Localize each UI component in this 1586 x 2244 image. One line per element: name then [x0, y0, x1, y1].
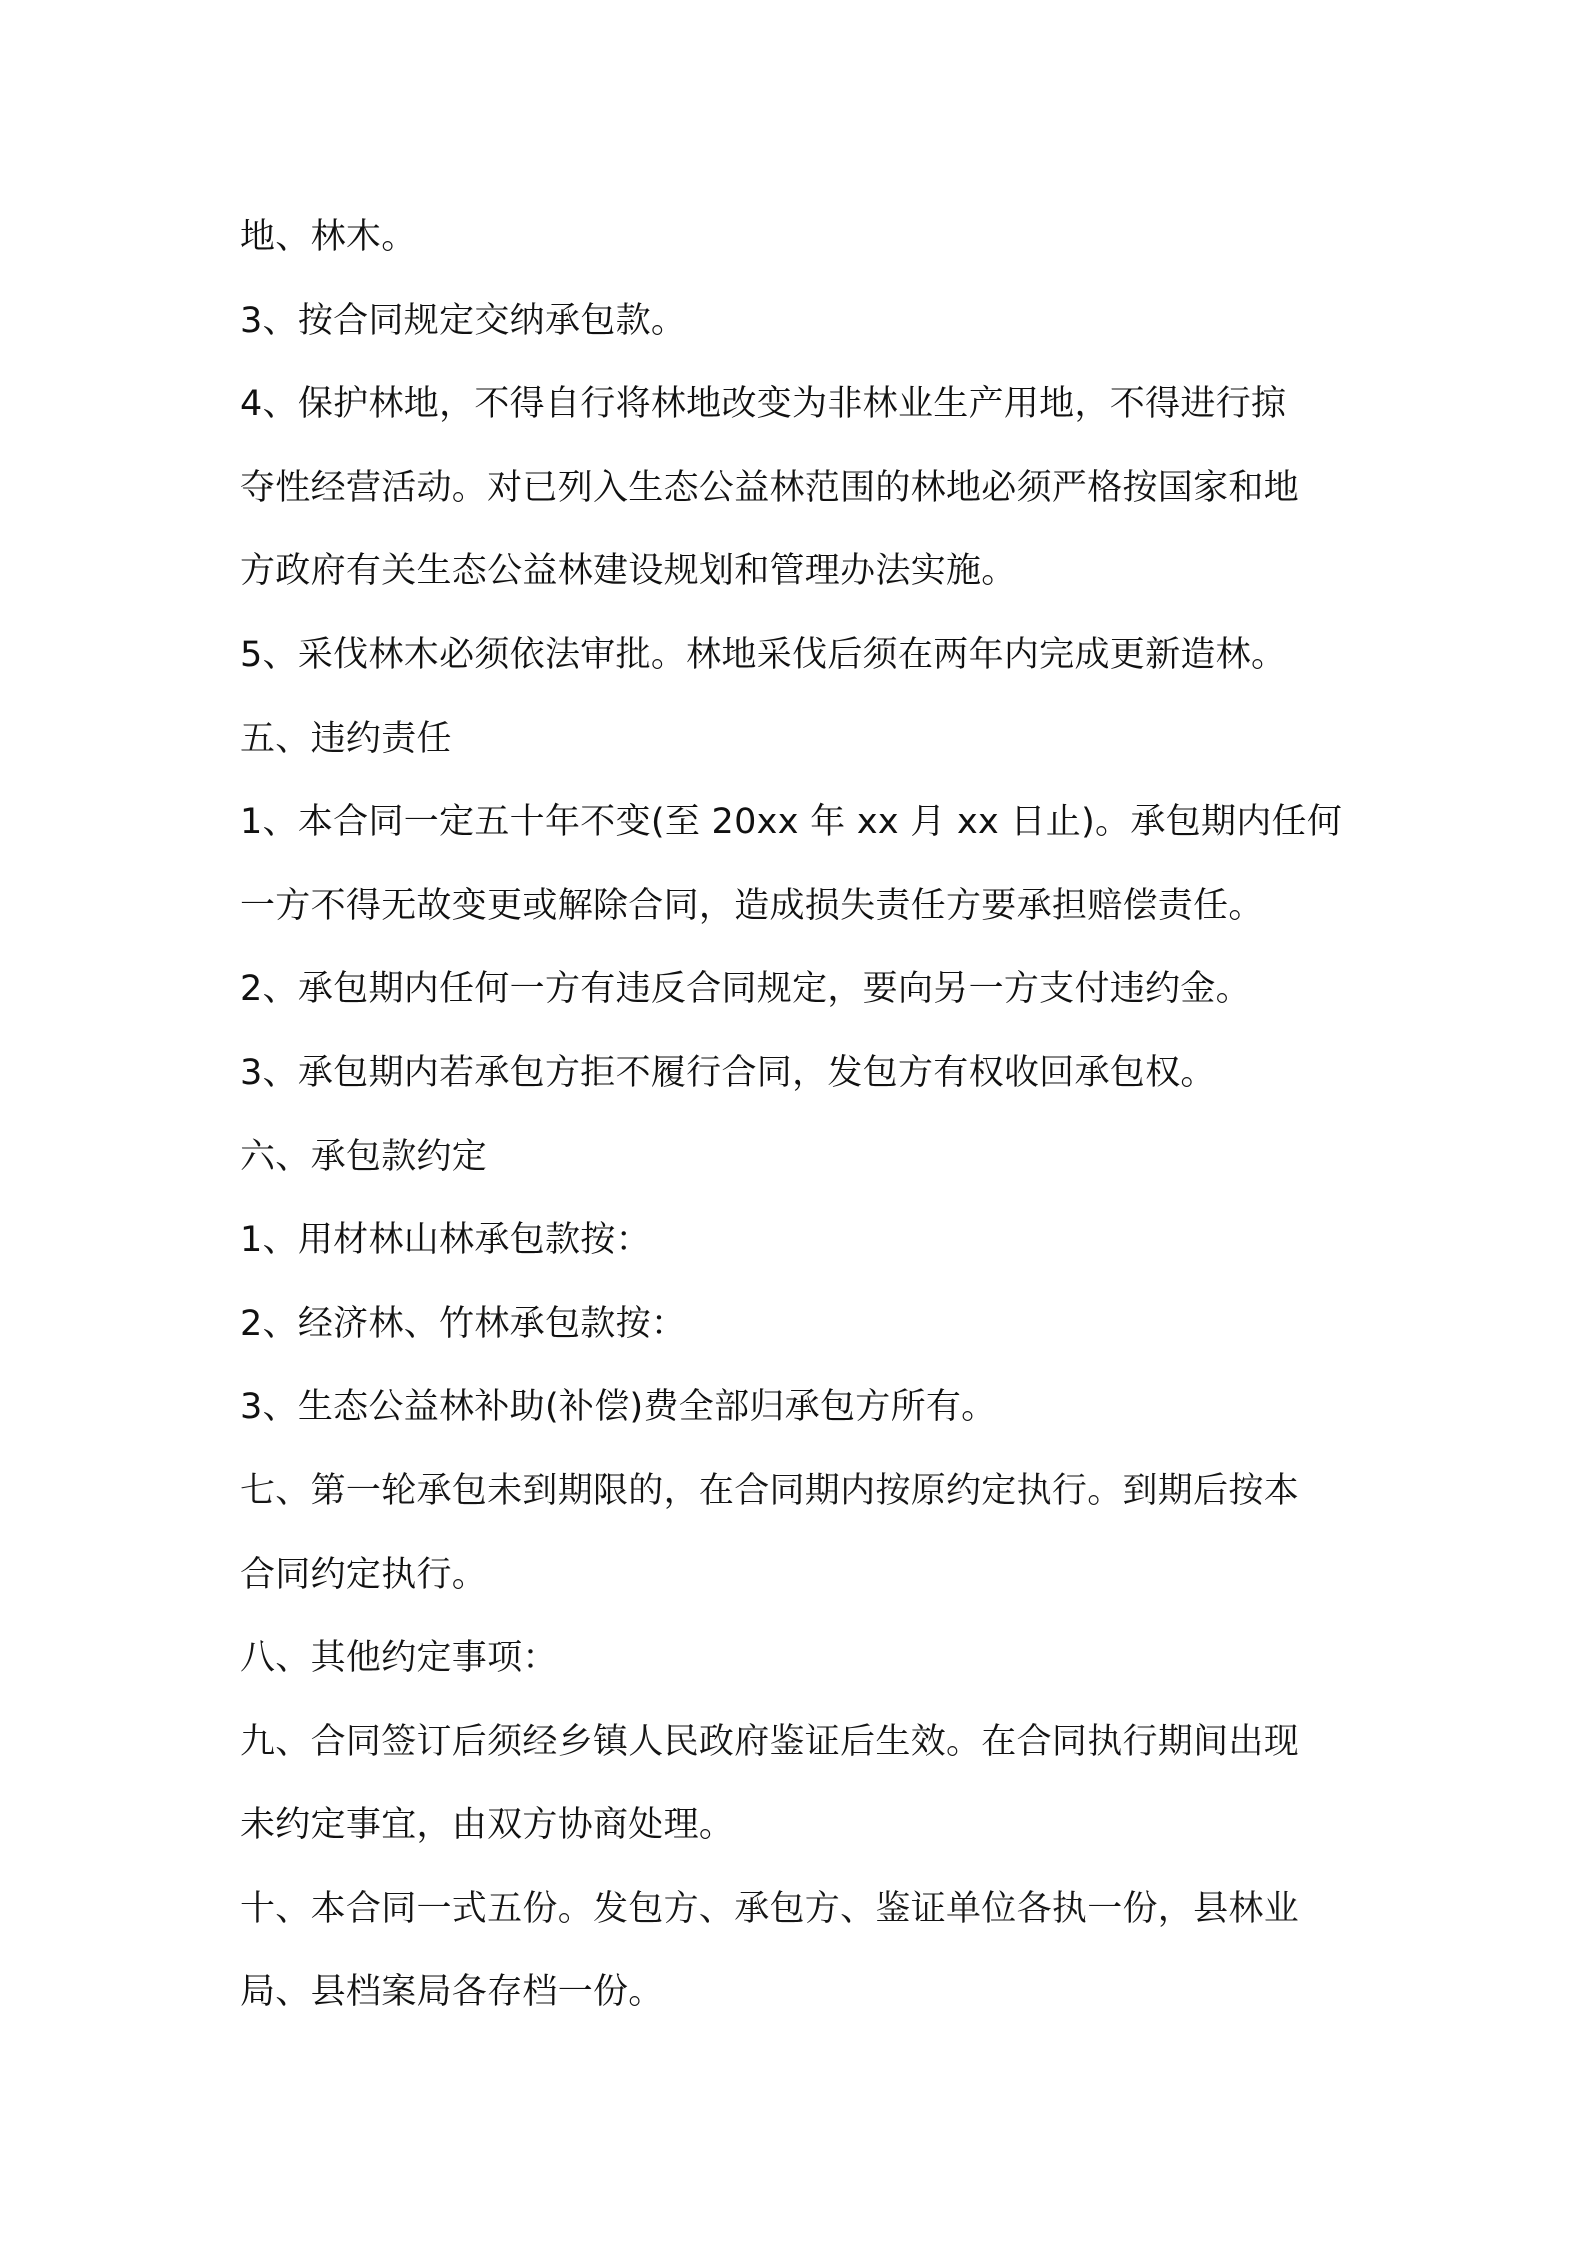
section-heading: 八、其他约定事项：	[240, 1638, 558, 1679]
clause-item: 3、承包期内若承包方拒不履行合同，发包方有权收回承包权。	[240, 1052, 1216, 1093]
section-heading: 九、合同签订后须经乡镇人民政府鉴证后生效。在合同执行期间出现	[240, 1721, 1300, 1762]
clause-item: 5、采伐林木必须依法审批。林地采伐后须在两年内完成更新造林。	[240, 634, 1287, 675]
clause-item: 3、按合同规定交纳承包款。	[240, 300, 687, 341]
section-heading: 七、第一轮承包未到期限的，在合同期内按原约定执行。到期后按本	[240, 1470, 1300, 1511]
text-line: 夺性经营活动。对已列入生态公益林范围的林地必须严格按国家和地	[240, 467, 1300, 508]
text-line: 未约定事宜，由双方协商处理。	[240, 1805, 735, 1846]
document-body	[240, 196, 1360, 2035]
text-line: 地、林木。	[240, 217, 417, 257]
text-line: 一方不得无故变更或解除合同，造成损失责任方要承担赔偿责任。	[240, 885, 1264, 926]
clause-item: 2、经济林、竹林承包款按：	[240, 1303, 687, 1344]
section-heading: 六、承包款约定	[240, 1136, 488, 1177]
clause-item: 3、生态公益林补助(补偿)费全部归承包方所有。	[240, 1387, 997, 1428]
text-line: 局、县档案局各存档一份。	[240, 1972, 664, 2013]
clause-item: 2、承包期内任何一方有违反合同规定，要向另一方支付违约金。	[240, 969, 1251, 1010]
section-heading: 五、违约责任	[240, 718, 452, 759]
clause-item: 4、保护林地，不得自行将林地改变为非林业生产用地，不得进行掠	[240, 384, 1287, 425]
clause-item: 1、用材林山林承包款按：	[240, 1220, 651, 1261]
text-line: 合同约定执行。	[240, 1554, 488, 1595]
clause-item: 1、本合同一定五十年不变(至 20xx 年 xx 月 xx 日止)。承包期内任何	[240, 802, 1343, 843]
text-line: 方政府有关生态公益林建设规划和管理办法实施。	[240, 551, 1017, 592]
section-heading: 十、本合同一式五份。发包方、承包方、鉴证单位各执一份，县林业	[240, 1888, 1300, 1929]
